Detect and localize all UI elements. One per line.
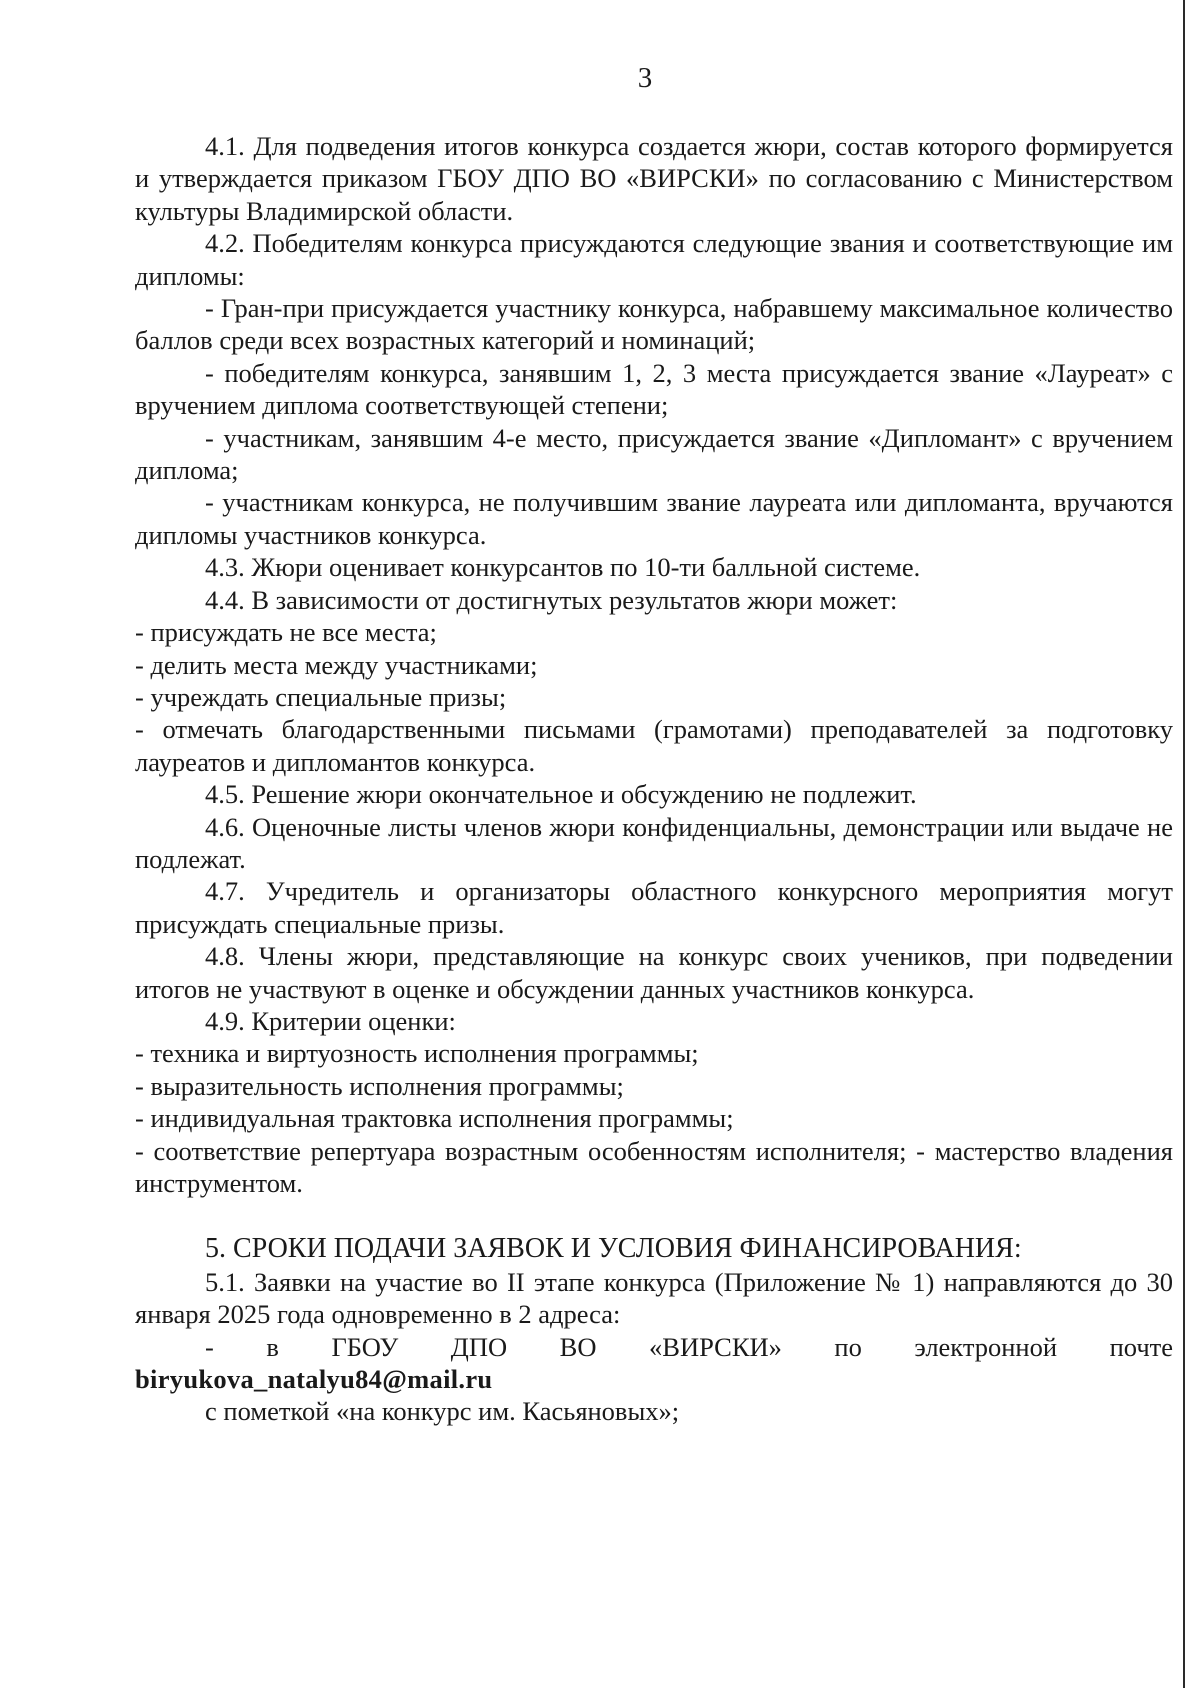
- section-5-heading: 5. СРОКИ ПОДАЧИ ЗАЯВОК И УСЛОВИЯ ФИНАНСИРОВАНИЯ:: [205, 1233, 1022, 1265]
- paragraph-4-1: 4.1. Для подведения итогов конкурса создается жюри, состав которого формируется и утверждается приказом ГБОУ ДПО ВО «ВИРСКИ» по согласованию с Министерством культуры Владимирской области.: [135, 131, 1173, 226]
- list-item-not-all-places: - присуждать не все места;: [135, 617, 437, 648]
- section-gap: [135, 1199, 1173, 1233]
- paragraph-4-5: 4.5. Решение жюри окончательное и обсуждению не подлежит.: [205, 779, 917, 810]
- page-edge-line: [1183, 0, 1185, 1688]
- list-item-grand-prix: - Гран-при присуждается участнику конкурса, набравшему максимальное количество баллов среди всех возрастных категорий и номинаций;: [135, 293, 1173, 356]
- paragraph-4-8: 4.8. Члены жюри, представляющие на конкурс своих учеников, при подведении итогов не участвуют в оценке и обсуждении данных участников конкурса.: [135, 941, 1173, 1004]
- page-number: 3: [637, 62, 653, 94]
- list-item-diplomant: - участникам, занявшим 4-е место, присуждается звание «Дипломант» с вручением диплома;: [135, 422, 1173, 486]
- list-item-thank-you-letters: - отмечать благодарственными письмами (грамотами) преподавателей за подготовку лауреатов и дипломантов конкурса.: [135, 714, 1173, 777]
- paragraph-4-7: 4.7. Учредитель и организаторы областного конкурсного мероприятия могут присуждать специальные призы.: [135, 876, 1173, 939]
- paragraph-4-2: 4.2. Победителям конкурса присуждаются следующие звания и соответствующие им дипломы:: [135, 228, 1173, 291]
- paragraph-5-1: 5.1. Заявки на участие во II этапе конкурса (Приложение № 1) направляются до 30 января 2025 года одновременно в 2 адреса:: [135, 1266, 1173, 1330]
- paragraph-4-3: 4.3. Жюри оценивает конкурсантов по 10-ти балльной системе.: [205, 552, 921, 583]
- address-line: - в ГБОУ ДПО ВО «ВИРСКИ» по электронной почте: [205, 1331, 1173, 1362]
- criteria-technique: - техника и виртуозность исполнения программы;: [135, 1038, 699, 1069]
- email-note: с пометкой «на конкурс им. Касьяновых»;: [205, 1396, 680, 1427]
- paragraph-4-9: 4.9. Критерии оценки:: [205, 1005, 456, 1036]
- email-link[interactable]: [135, 1363, 1173, 1395]
- list-item-special-prizes: - учреждать специальные призы;: [135, 681, 507, 712]
- email-address[interactable]: biryukova_natalyu84@mail.ru: [135, 1364, 493, 1395]
- criteria-repertoire: - соответствие репертуара возрастным особенностям исполнителя; - мастерство владения инструментом.: [135, 1135, 1173, 1198]
- criteria-interpretation: - индивидуальная трактовка исполнения программы;: [135, 1103, 734, 1134]
- paragraph-4-6: 4.6. Оценочные листы членов жюри конфиденциальны, демонстрации или выдаче не подлежат.: [135, 811, 1173, 874]
- criteria-expressiveness: - выразительность исполнения программы;: [135, 1070, 624, 1101]
- list-item-laureate: - победителям конкурса, занявшим 1, 2, 3 места присуждается звание «Лауреат» с вручением диплома соответствующей степени;: [135, 357, 1173, 421]
- paragraph-4-4: 4.4. В зависимости от достигнутых результатов жюри может:: [205, 584, 898, 615]
- list-item-share-places: - делить места между участниками;: [135, 649, 538, 680]
- document-body: [135, 130, 1173, 1428]
- list-item-participants: - участникам конкурса, не получившим звание лауреата или дипломанта, вручаются дипломы участников конкурса.: [135, 487, 1173, 550]
